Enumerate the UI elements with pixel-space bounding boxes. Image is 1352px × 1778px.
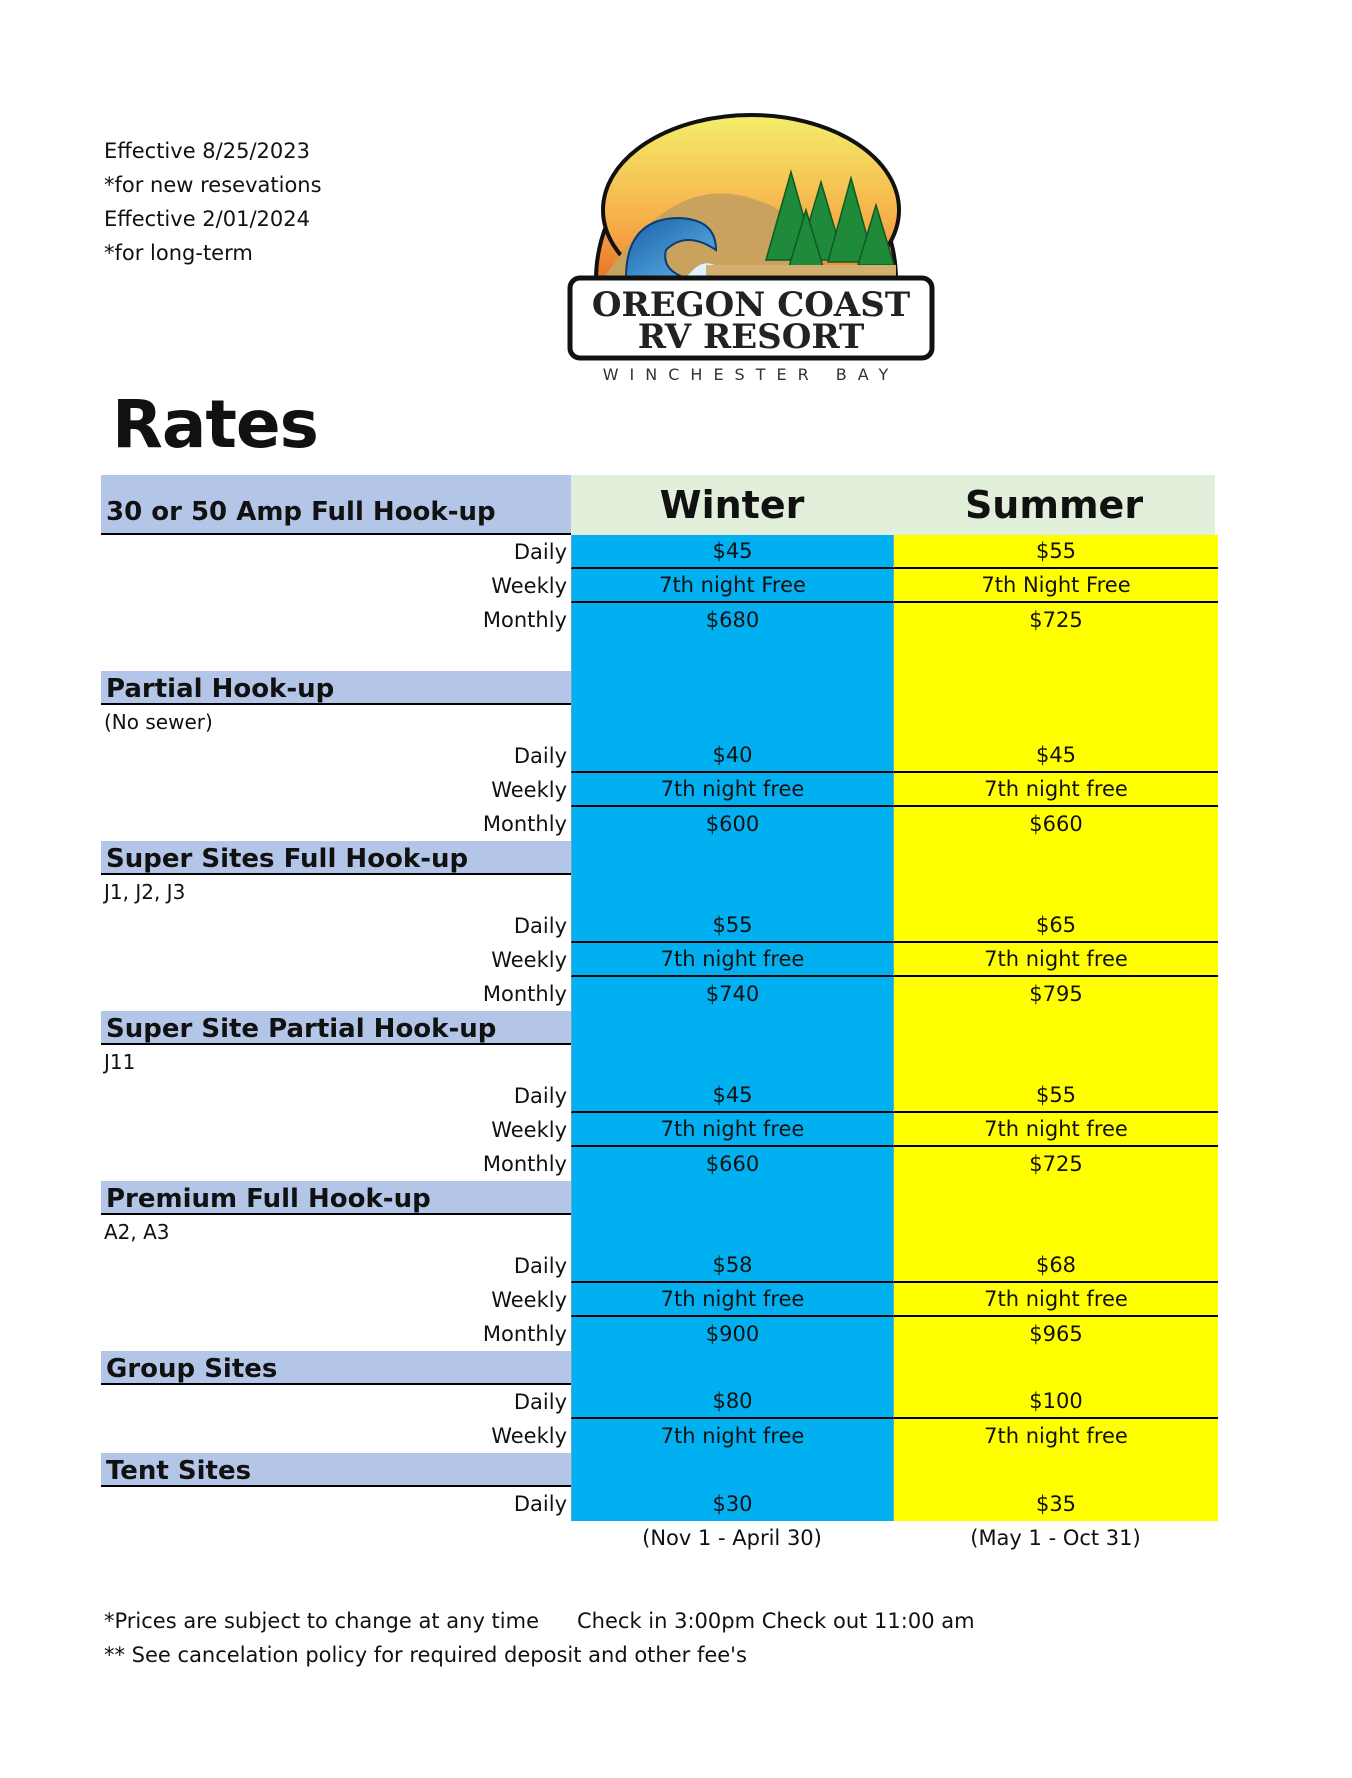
winter-cell: 7th night free xyxy=(571,1419,893,1453)
summer-cell xyxy=(893,1045,1218,1079)
winter-header: Winter xyxy=(571,475,893,535)
winter-cell xyxy=(571,1045,893,1079)
note-line: Effective 2/01/2024 xyxy=(104,207,310,231)
winter-cell xyxy=(571,1351,893,1385)
winter-cell: $740 xyxy=(571,977,893,1011)
row-label: Daily xyxy=(513,914,567,938)
winter-range: (Nov 1 - April 30) xyxy=(642,1526,822,1550)
cancel-note: ** See cancelation policy for required deposit and other fee's xyxy=(104,1643,747,1667)
row-label: J1, J2, J3 xyxy=(104,880,186,904)
row-label: A2, A3 xyxy=(104,1220,170,1244)
winter-cell: $40 xyxy=(571,739,893,773)
row-label: Monthly xyxy=(482,812,567,836)
row-label: Weekly xyxy=(491,1288,567,1312)
summer-cell xyxy=(893,1351,1218,1385)
table-row xyxy=(101,1045,1218,1079)
winter-cell xyxy=(571,637,893,671)
table-row xyxy=(101,739,1218,773)
winter-cell: 7th night free xyxy=(571,773,893,807)
row-label: Weekly xyxy=(491,778,567,802)
effective-notes xyxy=(104,134,322,270)
section-row xyxy=(101,1011,1218,1045)
summer-cell: $68 xyxy=(893,1249,1218,1283)
summer-cell xyxy=(893,1453,1218,1487)
summer-cell: $65 xyxy=(893,909,1218,943)
winter-cell xyxy=(571,1181,893,1215)
winter-cell: 7th night free xyxy=(571,1283,893,1317)
section-row xyxy=(101,1181,1218,1215)
summer-cell: $965 xyxy=(893,1317,1218,1351)
winter-cell: $30 xyxy=(571,1487,893,1521)
winter-cell xyxy=(571,1011,893,1045)
row-label: Tent Sites xyxy=(101,1453,571,1487)
summer-range: (May 1 - Oct 31) xyxy=(970,1526,1141,1550)
table-row xyxy=(101,1113,1218,1147)
row-label: (No sewer) xyxy=(104,710,213,734)
summer-cell: $795 xyxy=(893,977,1218,1011)
logo-tagline: WINCHESTER BAY xyxy=(602,365,900,384)
winter-cell: $900 xyxy=(571,1317,893,1351)
logo-line1: OREGON COAST xyxy=(591,285,911,325)
rate-rows xyxy=(101,535,1218,1521)
winter-cell: 7th night free xyxy=(571,1113,893,1147)
summer-cell xyxy=(893,841,1218,875)
table-row xyxy=(101,875,1218,909)
summer-cell xyxy=(893,1011,1218,1045)
note-line: *for long-term xyxy=(104,241,253,265)
table-row xyxy=(101,977,1218,1011)
summer-header: Summer xyxy=(893,475,1215,535)
table-row xyxy=(101,637,1218,671)
winter-cell: $80 xyxy=(571,1385,893,1419)
summer-cell: 7th night free xyxy=(893,1283,1218,1317)
summer-cell: $45 xyxy=(893,739,1218,773)
section-row xyxy=(101,841,1218,875)
summer-cell: $55 xyxy=(893,535,1218,569)
summer-cell: $35 xyxy=(893,1487,1218,1521)
summer-cell: $725 xyxy=(893,603,1218,637)
table-row xyxy=(101,1317,1218,1351)
row-label: Daily xyxy=(513,1492,567,1516)
summer-cell xyxy=(893,1215,1218,1249)
row-label: Monthly xyxy=(482,982,567,1006)
row-label xyxy=(101,637,571,671)
winter-cell: 7th night Free xyxy=(571,569,893,603)
row-label: Weekly xyxy=(491,1424,567,1448)
section-row xyxy=(101,1351,1218,1385)
winter-cell: $660 xyxy=(571,1147,893,1181)
winter-cell xyxy=(571,1215,893,1249)
row-label: Monthly xyxy=(482,1152,567,1176)
row-label: Weekly xyxy=(491,574,567,598)
table-row xyxy=(101,807,1218,841)
summer-cell: 7th night free xyxy=(893,1419,1218,1453)
table-row xyxy=(101,909,1218,943)
summer-cell: 7th night free xyxy=(893,943,1218,977)
table-row xyxy=(101,1283,1218,1317)
table-row xyxy=(101,1249,1218,1283)
summer-cell: 7th Night Free xyxy=(893,569,1218,603)
winter-cell: $680 xyxy=(571,603,893,637)
row-label: Daily xyxy=(513,1084,567,1108)
logo-line2: RV RESORT xyxy=(637,317,865,357)
section-row xyxy=(101,671,1218,705)
resort-logo xyxy=(566,110,936,390)
winter-cell: $45 xyxy=(571,535,893,569)
table-row xyxy=(101,1215,1218,1249)
winter-cell xyxy=(571,875,893,909)
winter-cell: $58 xyxy=(571,1249,893,1283)
page-title: Rates xyxy=(112,386,318,463)
header-label: 30 or 50 Amp Full Hook-up xyxy=(101,475,571,535)
table-row xyxy=(101,943,1218,977)
row-label: Daily xyxy=(513,1390,567,1414)
note-line: Effective 8/25/2023 xyxy=(104,139,310,163)
footer-notes xyxy=(104,1604,975,1672)
summer-cell: $100 xyxy=(893,1385,1218,1419)
row-label: Daily xyxy=(513,1254,567,1278)
summer-cell: 7th night free xyxy=(893,773,1218,807)
table-row xyxy=(101,773,1218,807)
prices-note: *Prices are subject to change at any time xyxy=(104,1609,539,1633)
winter-cell xyxy=(571,705,893,739)
winter-cell xyxy=(571,1453,893,1487)
summer-cell xyxy=(893,1181,1218,1215)
row-label: Weekly xyxy=(491,1118,567,1142)
row-label: Monthly xyxy=(482,1322,567,1346)
table-row xyxy=(101,1487,1218,1521)
winter-cell: $55 xyxy=(571,909,893,943)
rates-table xyxy=(101,475,1218,1555)
table-row xyxy=(101,705,1218,739)
checkin-note: Check in 3:00pm Check out 11:00 am xyxy=(577,1609,975,1633)
winter-cell: $600 xyxy=(571,807,893,841)
winter-cell: $45 xyxy=(571,1079,893,1113)
season-ranges xyxy=(101,1521,1218,1555)
summer-cell xyxy=(893,875,1218,909)
table-row xyxy=(101,1385,1218,1419)
table-row xyxy=(101,1079,1218,1113)
table-row xyxy=(101,569,1218,603)
winter-cell xyxy=(571,841,893,875)
row-label: Super Sites Full Hook-up xyxy=(101,841,571,875)
row-label: Partial Hook-up xyxy=(101,671,571,705)
section-row xyxy=(101,1453,1218,1487)
summer-cell xyxy=(893,671,1218,705)
summer-cell: $55 xyxy=(893,1079,1218,1113)
row-label: Monthly xyxy=(482,608,567,632)
row-label: Group Sites xyxy=(101,1351,571,1385)
table-row xyxy=(101,1419,1218,1453)
row-label: Premium Full Hook-up xyxy=(101,1181,571,1215)
table-row xyxy=(101,1147,1218,1181)
summer-cell: $725 xyxy=(893,1147,1218,1181)
note-line: *for new resevations xyxy=(104,173,322,197)
table-row xyxy=(101,535,1218,569)
summer-cell xyxy=(893,637,1218,671)
row-label: Super Site Partial Hook-up xyxy=(101,1011,571,1045)
winter-cell xyxy=(571,671,893,705)
table-header xyxy=(101,475,1218,535)
summer-cell: 7th night free xyxy=(893,1113,1218,1147)
row-label: Daily xyxy=(513,540,567,564)
row-label: Daily xyxy=(513,744,567,768)
row-label: J11 xyxy=(104,1050,136,1074)
table-row xyxy=(101,603,1218,637)
summer-cell xyxy=(893,705,1218,739)
row-label: Weekly xyxy=(491,948,567,972)
summer-cell: $660 xyxy=(893,807,1218,841)
winter-cell: 7th night free xyxy=(571,943,893,977)
